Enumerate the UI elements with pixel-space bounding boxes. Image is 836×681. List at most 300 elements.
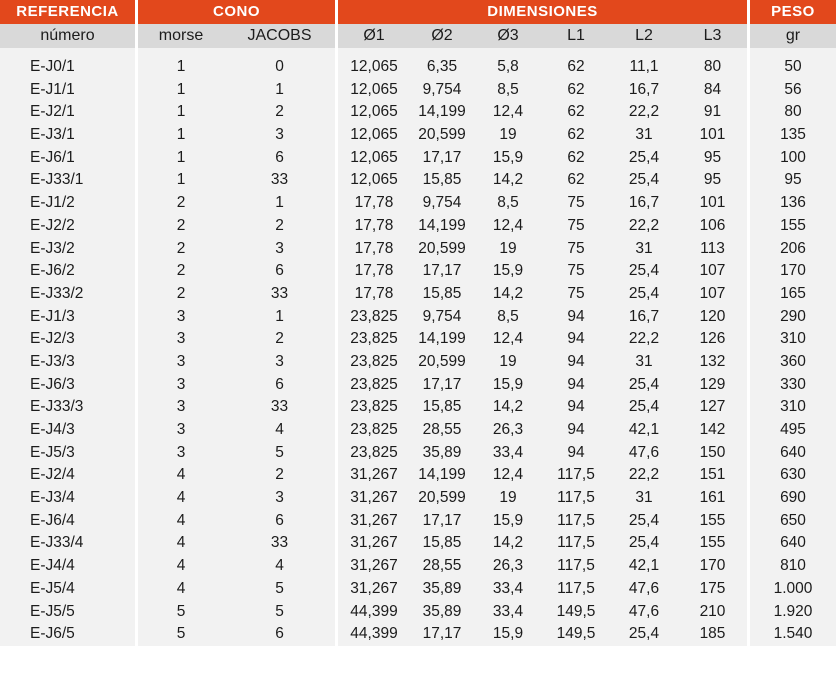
cell-peso: 155: [750, 215, 836, 238]
cell-jacobs: 2: [275, 330, 284, 348]
cell-morse: 3: [176, 443, 186, 461]
cell-l1: 117,5: [557, 511, 595, 529]
cell-d1: 44,399: [350, 602, 398, 620]
header-referencia: REFERENCIA: [0, 0, 135, 24]
cell-jacobs: 33: [270, 171, 289, 189]
cell-dimensiones: [338, 283, 747, 307]
cell-l1: 94: [567, 443, 585, 461]
cell-l1: 117,5: [557, 534, 595, 552]
table-body: [0, 56, 836, 646]
table-row: [0, 442, 836, 465]
cell-peso: 640: [750, 442, 836, 466]
cell-d3: 12,4: [492, 103, 524, 121]
cell-d2: 15,85: [422, 398, 462, 416]
cell-d1: 31,267: [350, 466, 398, 484]
header-row: [0, 0, 836, 24]
cell-dimensiones: [338, 79, 747, 102]
cell-d3: 14,2: [492, 284, 524, 302]
cell-l3: 142: [699, 421, 726, 438]
subheader-morse: morse: [158, 27, 204, 44]
cell-l3: 185: [699, 625, 726, 643]
cell-d2: 14,199: [418, 103, 466, 121]
cell-dimensiones: [338, 169, 747, 193]
cell-morse: 4: [176, 466, 186, 484]
cell-l2: 31: [635, 239, 653, 257]
table-row: [0, 79, 836, 102]
cell-l3: 151: [699, 466, 726, 484]
table-row: [0, 555, 836, 578]
cell-l2: 25,4: [628, 262, 660, 280]
cell-l1: 94: [567, 330, 585, 348]
cell-cono: [138, 283, 335, 307]
cell-peso: 165: [750, 283, 836, 307]
cell-cono: [138, 192, 335, 215]
cell-l3: 113: [700, 239, 725, 257]
cell-d2: 20,599: [418, 489, 466, 507]
cell-d1: 12,065: [350, 126, 398, 144]
table-row: [0, 238, 836, 261]
cell-d3: 8,5: [497, 80, 519, 98]
cell-cono: [138, 578, 335, 602]
cell-d2: 9,754: [422, 307, 462, 325]
cell-referencia: E-J0/1: [0, 56, 135, 79]
cell-d1: 31,267: [350, 557, 398, 575]
subheader-d3: Ø3: [497, 27, 519, 44]
cell-l1: 62: [567, 58, 585, 75]
table-row: [0, 283, 836, 306]
cell-l3: 132: [699, 352, 726, 370]
cell-l1: 75: [567, 239, 585, 257]
cell-referencia: E-J2/3: [0, 328, 135, 351]
cell-referencia: E-J6/5: [0, 623, 135, 646]
cell-d2: 17,17: [422, 625, 462, 643]
cell-morse: 4: [176, 534, 186, 552]
cell-l1: 149,5: [556, 625, 596, 643]
cell-d3: 12,4: [492, 216, 524, 234]
cell-morse: 2: [176, 262, 186, 280]
cell-l3: 161: [699, 489, 726, 507]
cell-d3: 19: [499, 489, 517, 507]
cell-morse: 3: [176, 421, 186, 438]
table-row: [0, 510, 836, 533]
cell-peso: 650: [750, 510, 836, 533]
cell-cono: [138, 623, 335, 646]
cell-l1: 94: [567, 398, 585, 416]
cell-d1: 23,825: [350, 443, 398, 461]
cell-referencia: E-J33/3: [0, 396, 135, 419]
cell-l3: 101: [699, 126, 726, 144]
cell-d1: 17,78: [354, 262, 394, 280]
cell-morse: 2: [176, 194, 186, 212]
cell-cono: [138, 601, 335, 624]
cell-l2: 31: [635, 489, 653, 507]
subheader-l2: L2: [635, 27, 653, 44]
cell-referencia: E-J3/2: [0, 238, 135, 261]
cell-referencia: E-J3/3: [0, 351, 135, 374]
cell-cono: [138, 464, 335, 487]
cell-morse: 1: [176, 80, 186, 98]
cell-cono: [138, 419, 335, 442]
cell-d2: 35,89: [422, 443, 462, 461]
cell-l1: 94: [567, 421, 585, 438]
cell-d1: 17,78: [354, 194, 394, 212]
cell-d1: 12,065: [350, 148, 398, 166]
cell-dimensiones: [338, 56, 747, 79]
subheader-d2: Ø2: [431, 27, 453, 44]
cell-cono: [138, 238, 335, 261]
cell-d3: 8,5: [497, 307, 519, 325]
cell-morse: 1: [176, 58, 186, 75]
subheader-cono: [138, 24, 335, 48]
cell-d3: 19: [499, 126, 517, 144]
cell-l3: 126: [699, 330, 726, 348]
cell-l1: 94: [567, 352, 585, 370]
cell-d1: 31,267: [350, 534, 398, 552]
cell-cono: [138, 442, 335, 466]
table-row: [0, 169, 836, 192]
cell-dimensiones: [338, 623, 747, 646]
cell-d2: 9,754: [422, 80, 462, 98]
cell-d1: 31,267: [350, 489, 398, 507]
cell-morse: 1: [176, 126, 186, 144]
cell-l2: 42,1: [628, 557, 660, 575]
cell-l2: 25,4: [628, 534, 660, 552]
cell-cono: [138, 351, 335, 374]
cell-referencia: E-J1/2: [0, 192, 135, 215]
table-row: [0, 351, 836, 374]
subheader-l3: L3: [703, 27, 722, 44]
cell-l2: 31: [635, 126, 653, 144]
cell-d2: 9,754: [422, 194, 462, 212]
cell-peso: 1.540: [750, 623, 836, 646]
cell-jacobs: 6: [275, 375, 284, 393]
cell-peso: 640: [750, 532, 836, 555]
cell-referencia: E-J2/4: [0, 464, 135, 487]
cell-l1: 117,5: [557, 557, 595, 575]
cell-d3: 14,2: [492, 398, 524, 416]
cell-d1: 23,825: [350, 307, 398, 325]
cell-d2: 17,17: [422, 148, 462, 166]
cell-d1: 23,825: [350, 398, 398, 416]
cell-referencia: E-J5/5: [0, 601, 135, 624]
cell-l2: 16,7: [628, 307, 660, 325]
cell-morse: 3: [176, 307, 186, 325]
cell-jacobs: 2: [275, 216, 284, 234]
cell-d3: 14,2: [492, 171, 524, 189]
cell-cono: [138, 124, 335, 147]
cell-morse: 3: [176, 352, 186, 370]
cell-d1: 12,065: [350, 103, 398, 121]
cell-referencia: E-J6/3: [0, 374, 135, 397]
cell-peso: 206: [750, 238, 836, 261]
cell-referencia: E-J33/4: [0, 532, 135, 555]
subheader-d1: Ø1: [363, 27, 385, 44]
cell-d2: 20,599: [418, 239, 466, 257]
table-row: [0, 623, 836, 646]
cell-peso: 810: [750, 555, 836, 578]
cell-d3: 15,9: [492, 148, 524, 166]
cell-jacobs: 33: [270, 284, 289, 302]
cell-dimensiones: [338, 374, 747, 397]
cell-cono: [138, 532, 335, 555]
cell-l1: 75: [567, 262, 585, 280]
cell-dimensiones: [338, 328, 747, 351]
table-row: [0, 260, 836, 283]
cell-l2: 11,1: [629, 58, 659, 75]
cell-l2: 22,2: [628, 466, 660, 484]
cell-l2: 42,1: [628, 421, 660, 438]
cell-dimensiones: [338, 510, 747, 533]
cell-l2: 25,4: [628, 284, 660, 302]
cell-peso: 80: [750, 101, 836, 124]
cell-peso: 495: [750, 419, 836, 442]
table-row: [0, 487, 836, 510]
cell-l3: 127: [699, 398, 726, 416]
cell-l3: 155: [699, 534, 726, 552]
cell-l3: 120: [699, 307, 726, 325]
cell-dimensiones: [338, 464, 747, 487]
cell-dimensiones: [338, 396, 747, 419]
cell-d1: 17,78: [354, 216, 394, 234]
cell-d1: 44,399: [350, 625, 398, 643]
cell-dimensiones: [338, 238, 747, 261]
cell-l3: 91: [703, 103, 722, 121]
cell-jacobs: 3: [275, 239, 284, 257]
cell-l3: 210: [699, 602, 726, 620]
cell-l2: 25,4: [628, 511, 660, 529]
cell-dimensiones: [338, 101, 747, 124]
subheader-gr: gr: [750, 24, 836, 48]
cell-referencia: E-J2/1: [0, 101, 135, 124]
cell-d1: 23,825: [350, 352, 398, 370]
cell-l3: 170: [699, 557, 726, 575]
cell-d3: 15,9: [492, 625, 524, 643]
cell-l3: 175: [699, 579, 726, 597]
cell-jacobs: 2: [275, 103, 284, 121]
cell-d2: 14,199: [418, 466, 466, 484]
subheader-l1: L1: [567, 27, 585, 44]
cell-dimensiones: [338, 601, 747, 624]
cell-peso: 135: [750, 124, 836, 147]
cell-jacobs: 33: [270, 398, 289, 416]
cell-jacobs: 6: [275, 511, 284, 529]
cell-peso: 630: [750, 464, 836, 487]
cell-l1: 94: [567, 375, 585, 393]
cell-referencia: E-J4/4: [0, 555, 135, 578]
cell-d3: 15,9: [492, 262, 524, 280]
cell-jacobs: 5: [275, 579, 284, 597]
cell-jacobs: 6: [275, 262, 284, 280]
cell-peso: 95: [750, 169, 836, 193]
cell-l2: 25,4: [628, 625, 660, 643]
cell-dimensiones: [338, 532, 747, 555]
cell-l1: 62: [567, 148, 585, 166]
cell-jacobs: 5: [275, 443, 284, 461]
cell-d2: 6,35: [426, 58, 458, 75]
cell-morse: 2: [176, 239, 186, 257]
cell-l3: 95: [703, 171, 722, 189]
cell-l2: 25,4: [628, 148, 660, 166]
table-row: [0, 101, 836, 124]
cell-dimensiones: [338, 260, 747, 283]
cell-l2: 16,7: [628, 80, 660, 98]
cell-l2: 22,2: [628, 103, 660, 121]
cell-d1: 17,78: [354, 284, 394, 302]
cell-cono: [138, 260, 335, 283]
cell-d3: 19: [499, 239, 517, 257]
cell-cono: [138, 487, 335, 510]
cell-d3: 26,3: [492, 557, 524, 575]
subheader-row: [0, 24, 836, 48]
cell-l2: 31: [635, 352, 653, 370]
table-row: [0, 306, 836, 329]
cell-cono: [138, 101, 335, 124]
cell-referencia: E-J3/4: [0, 487, 135, 510]
cell-cono: [138, 306, 335, 329]
cell-d2: 20,599: [418, 352, 466, 370]
cell-l3: 107: [699, 262, 726, 280]
table-spacer: [0, 48, 836, 56]
header-cono: CONO: [138, 0, 335, 24]
cell-dimensiones: [338, 124, 747, 147]
subheader-numero: número: [0, 24, 135, 48]
cell-referencia: E-J1/3: [0, 306, 135, 329]
cell-morse: 4: [176, 489, 186, 507]
cell-cono: [138, 555, 335, 578]
cell-l3: 150: [699, 443, 726, 461]
cell-d3: 15,9: [492, 511, 524, 529]
cell-l1: 117,5: [557, 466, 595, 484]
cell-referencia: E-J5/3: [0, 442, 135, 466]
cell-peso: 1.920: [750, 601, 836, 624]
cell-l2: 47,6: [628, 443, 660, 461]
cell-l1: 149,5: [556, 602, 596, 620]
cell-morse: 4: [176, 511, 186, 529]
cell-l1: 117,5: [557, 579, 595, 597]
cell-d3: 12,4: [492, 330, 524, 348]
cell-dimensiones: [338, 215, 747, 238]
cell-d2: 15,85: [422, 534, 462, 552]
cell-d1: 17,78: [354, 239, 394, 257]
cell-l3: 80: [703, 58, 722, 75]
cell-l1: 75: [567, 194, 585, 212]
cell-d3: 8,5: [497, 194, 519, 212]
cell-l2: 25,4: [628, 171, 660, 189]
cell-morse: 1: [176, 148, 186, 166]
cell-morse: 3: [176, 330, 186, 348]
table-row: [0, 578, 836, 601]
table-row: [0, 124, 836, 147]
cell-peso: 100: [750, 147, 836, 170]
subheader-dimensiones: [338, 24, 747, 48]
cell-jacobs: 5: [275, 602, 284, 620]
cell-cono: [138, 56, 335, 79]
cell-l3: 95: [703, 148, 722, 166]
cell-peso: 690: [750, 487, 836, 510]
table-row: [0, 396, 836, 419]
cell-d2: 35,89: [422, 602, 462, 620]
cell-d2: 17,17: [422, 262, 462, 280]
cell-peso: 310: [750, 328, 836, 351]
cell-d1: 31,267: [350, 579, 398, 597]
cell-jacobs: 1: [275, 307, 284, 325]
cell-referencia: E-J6/4: [0, 510, 135, 533]
cell-l3: 101: [699, 194, 726, 212]
cell-l1: 75: [567, 284, 585, 302]
cell-referencia: E-J4/3: [0, 419, 135, 442]
table-row: [0, 328, 836, 351]
cell-l3: 107: [699, 284, 726, 302]
cell-d3: 14,2: [492, 534, 524, 552]
cell-d2: 17,17: [422, 511, 462, 529]
cell-d3: 33,4: [492, 579, 524, 597]
cell-dimensiones: [338, 578, 747, 602]
cell-morse: 5: [176, 625, 186, 643]
cell-jacobs: 4: [275, 557, 284, 575]
cell-dimensiones: [338, 306, 747, 329]
cell-l3: 129: [699, 375, 726, 393]
cell-dimensiones: [338, 419, 747, 442]
cell-dimensiones: [338, 147, 747, 170]
cell-cono: [138, 328, 335, 351]
cell-morse: 3: [176, 398, 186, 416]
cell-dimensiones: [338, 351, 747, 374]
cell-l2: 22,2: [628, 216, 660, 234]
cell-l3: 84: [703, 80, 722, 98]
cell-peso: 360: [750, 351, 836, 374]
header-dimensiones: DIMENSIONES: [338, 0, 747, 24]
cell-d1: 12,065: [350, 58, 398, 75]
cell-jacobs: 1: [275, 80, 284, 98]
header-peso: PESO: [750, 0, 836, 24]
table-row: [0, 419, 836, 442]
cell-jacobs: 3: [275, 489, 284, 507]
cell-l1: 75: [567, 216, 585, 234]
cell-morse: 1: [176, 103, 186, 121]
cell-d3: 5,8: [497, 58, 519, 75]
cell-peso: 290: [750, 306, 836, 329]
cell-jacobs: 3: [275, 352, 284, 370]
cell-morse: 2: [176, 216, 186, 234]
cell-dimensiones: [338, 555, 747, 578]
cell-referencia: E-J5/4: [0, 578, 135, 602]
cell-l1: 62: [567, 126, 585, 144]
cell-peso: 50: [750, 56, 836, 79]
cell-jacobs: 1: [275, 194, 284, 212]
cell-l1: 62: [567, 103, 585, 121]
cell-peso: 136: [750, 192, 836, 215]
cell-peso: 170: [750, 260, 836, 283]
table-row: [0, 56, 836, 79]
cell-l1: 62: [567, 80, 585, 98]
table-row: [0, 147, 836, 170]
cell-morse: 4: [176, 557, 186, 575]
cell-jacobs: 33: [270, 534, 289, 552]
cell-morse: 3: [176, 375, 186, 393]
cell-peso: 330: [750, 374, 836, 397]
cell-l2: 25,4: [628, 375, 660, 393]
cell-d2: 20,599: [418, 126, 466, 144]
cell-l2: 16,7: [628, 194, 660, 212]
cell-cono: [138, 215, 335, 238]
cell-jacobs: 4: [275, 421, 284, 438]
cell-cono: [138, 169, 335, 193]
cell-d2: 14,199: [418, 216, 466, 234]
cell-d2: 17,17: [422, 375, 462, 393]
cell-dimensiones: [338, 442, 747, 466]
cell-peso: 310: [750, 396, 836, 419]
cell-referencia: E-J33/2: [0, 283, 135, 307]
